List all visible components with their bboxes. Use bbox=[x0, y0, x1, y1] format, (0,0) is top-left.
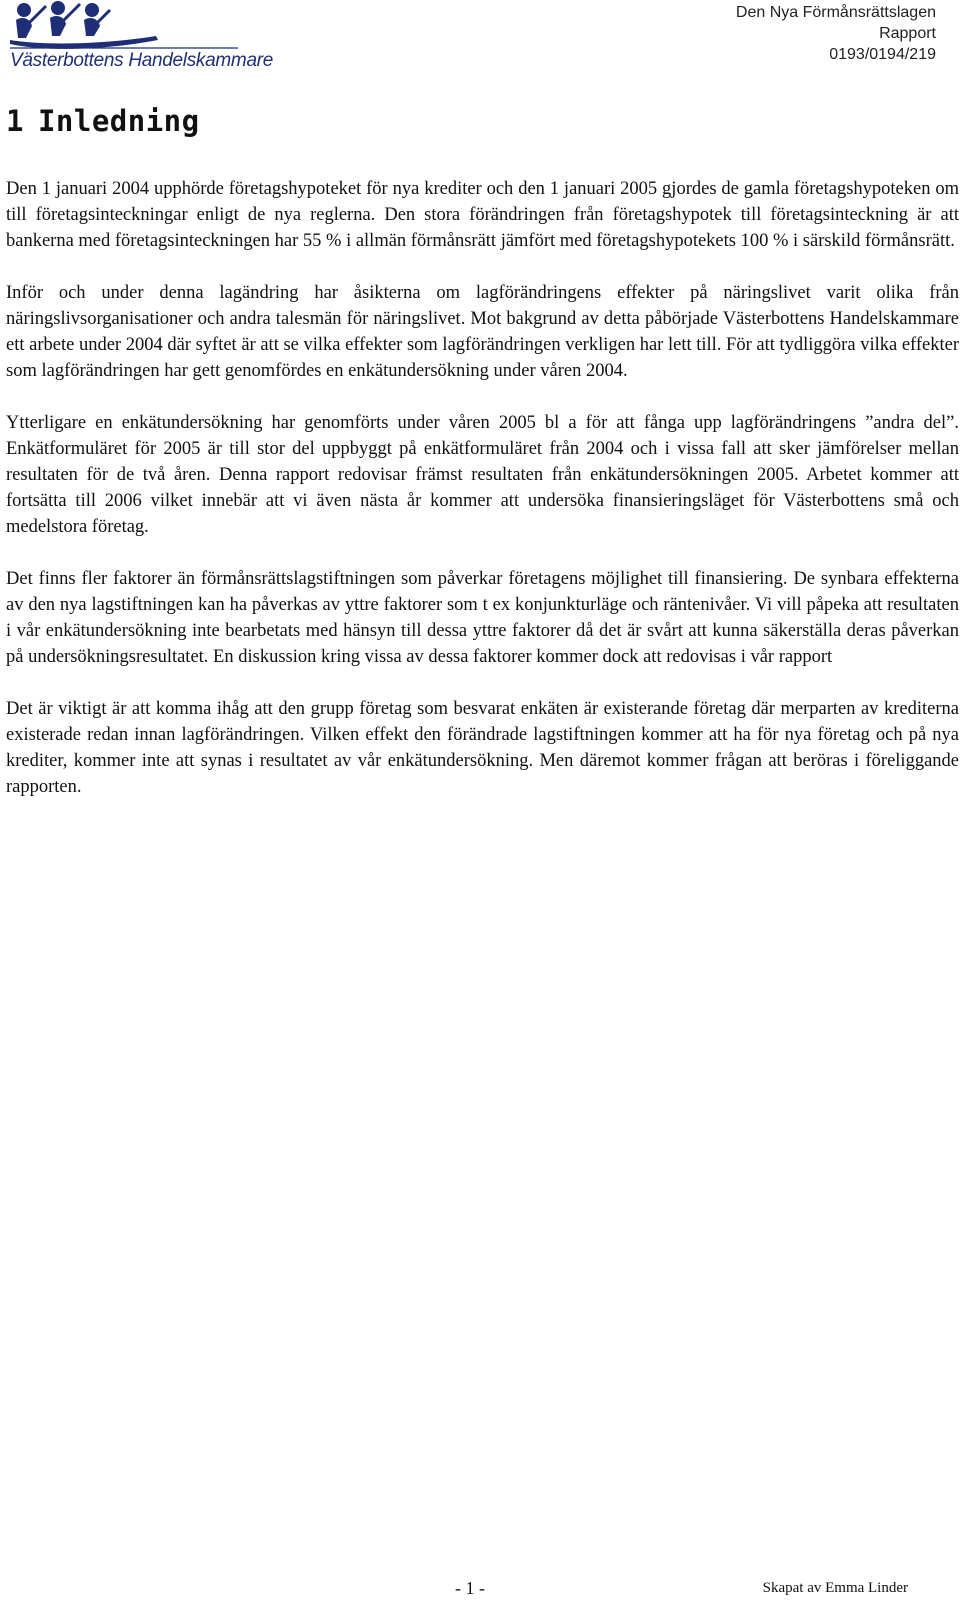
document-type: Rapport bbox=[879, 25, 936, 42]
footer-author: Skapat av Emma Linder bbox=[762, 1580, 908, 1596]
chapter-number: 1 bbox=[6, 104, 24, 138]
page-number: - 1 - bbox=[455, 1578, 485, 1598]
document-header bbox=[736, 2, 936, 65]
paragraph: Ytterligare en enkätundersökning har genomförts under våren 2005 bl a för att fånga upp lagförändringens ”andra del”. Enkätformuläret för 2005 är till stor del uppbyggt på enkätformuläret från 2004 och i vissa fall att sker jämförelser mellan resultaten för de två åren. Denna rapport redovisar främst resultaten från enkätundersökningen 2005. Arbetet kommer att fortsätta till 2006 vilket innebär att vi även nästa år kommer att undersöka finansieringsläget för Västerbottens små och medelstora företag. bbox=[6, 413, 959, 537]
paragraph: Det finns fler faktorer än förmånsrättslagstiftningen som påverkar företagens möjlighet till finansiering. De synbara effekterna av den nya lagstiftningen kan ha påverkas av yttre faktorer som t ex konjunkturläge och räntenivåer. Vi vill påpeka att resultaten i vår enkätundersökning inte bearbetats med hänsyn till dessa yttre faktorer då det är svårt att kunna säkerställa deras påverkan på undersökningsresultatet. En diskussion kring vissa av dessa faktorer kommer dock att redovisas i vår rapport bbox=[6, 569, 959, 667]
body-text bbox=[6, 176, 959, 826]
paragraph: Den 1 januari 2004 upphörde företagshypoteket för nya krediter och den 1 januari 2005 gjordes de gamla företagshypoteken om till företagsinteckningar enligt de nya reglerna. Den stora förändringen från företagshypotek till företagsinteckning är att bankerna med företagsinteckningen har 55 % i allmän förmånsrätt jämfört med företagshypotekets 100 % i särskild förmånsrätt. bbox=[6, 179, 959, 251]
chapter-heading bbox=[6, 104, 200, 138]
chapter-title: Inledning bbox=[37, 104, 200, 138]
paragraph: Inför och under denna lagändring har åsikterna om lagförändringens effekter på näringslivet varit olika från näringslivsorganisationer och andra talesmän för näringslivet. Mot bakgrund av detta påbörjade Västerbottens Handelskammare ett arbete under 2004 där syftet är att se vilka effekter som lagförändringen verkligen har lett till. För att tydliggöra vilka effekter som lagförändringen har gett genomfördes en enkätundersökning under våren 2004. bbox=[6, 283, 959, 381]
document-title: Den Nya Förmånsrättslagen bbox=[735, 4, 936, 21]
paragraph: Det är viktigt är att komma ihåg att den grupp företag som besvarat enkäten är existerande företag där merparten av krediterna existerade redan innan lagförändringen. Vilken effekt den förändrade lagstiftningen kommer att ha för nya företag och på nya krediter, kommer inte att synas i resultatet av vår enkätundersökning. Men däremot kommer frågan att beröras i föreliggande rapporten. bbox=[6, 699, 959, 797]
logo-wordmark: Västerbottens Handelskammare bbox=[10, 50, 274, 71]
rowing-figures-logo-icon bbox=[6, 0, 244, 52]
document-number: 0193/0194/219 bbox=[829, 46, 936, 63]
organization-logo bbox=[6, 0, 274, 78]
